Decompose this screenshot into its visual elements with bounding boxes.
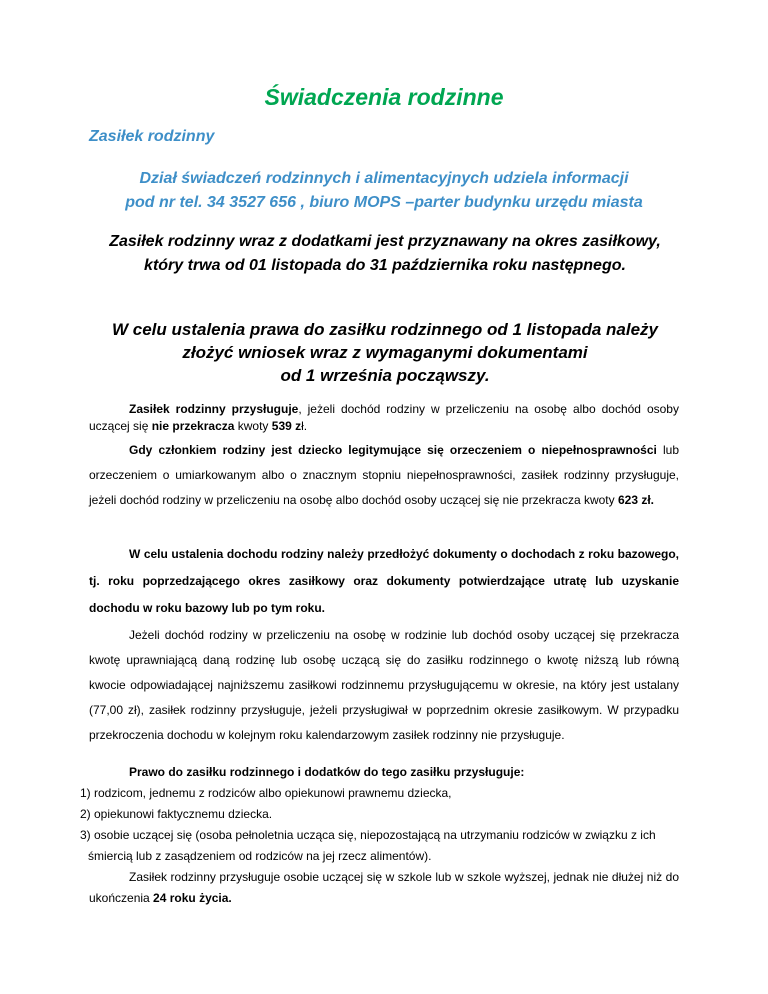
p2-bold-1: Gdy członkiem rodziny jest dziecko legitymujące się orzeczeniem o niepełnosprawności (129, 443, 657, 457)
p2-text-1: lub orzeczeniem o umiarkowanym albo o znacznym stopniu niepełnosprawności, zasiłek rodzinny przysługuje, jeżeli dochód rodziny w przeliczeniu na osobę albo dochód osoby uczącej się nie przekracza kwoty (89, 443, 679, 507)
eligibility-heading-text: Prawo do zasiłku rodzinnego i dodatków do tego zasiłku przysługuje: (129, 765, 525, 779)
income-threshold-paragraph (89, 401, 679, 435)
income-excess-paragraph: Jeżeli dochód rodziny w przeliczeniu na osobę w rodzinie lub dochód osoby uczącej się przekracza kwotę uprawniającą daną rodzinę lub osobę uczącą się do zasiłku rodzinnego o kwotę niższą lub równą kwocie odpowiadającej najniższemu zasiłkowi rodzinnemu przysługującemu w okresie, na który jest ustalany (77,00 zł), zasiłek rodzinny przysługuje, jeżeli przysługiwał w poprzednim okresie zasiłkowym. W przypadku przekroczenia dochodu w kolejnym roku kalendarzowym zasiłek rodzinny nie przysługuje. (89, 628, 679, 742)
eligibility-heading (89, 762, 679, 782)
contact-info-line-1: Dział świadczeń rodzinnych i alimentacyjnych udziela informacji (139, 170, 629, 187)
p2-bold-2: 623 zł. (617, 493, 654, 507)
p1-text-3: ł. (301, 419, 308, 433)
contact-info (80, 167, 688, 215)
application-line-2: złożyć wniosek wraz z wymaganymi dokumentami (182, 343, 588, 362)
list-item: 1) rodzicom, jednemu z rodziców albo opiekunowi prawnemu dziecka, (80, 786, 452, 800)
list-item: 2) opiekunowi faktycznemu dziecka. (80, 807, 273, 821)
list-item: 3) osobie uczącej się (osoba pełnoletnia ucząca się, niepozostającą na utrzymaniu rodziców w związku z ich śmiercią lub z zasądzeniem od rodziców na jej rzecz alimentów). (80, 828, 656, 863)
disability-paragraph (89, 438, 679, 513)
p6-text-1: Zasiłek rodzinny przysługuje osobie uczącej się w szkole lub w szkole wyższej, jednak nie dłużej niż do ukończenia (89, 870, 679, 905)
period-statement: Zasiłek rodzinny wraz z dodatkami jest przyznawany na okres zasiłkowy, który trwa od 01 listopada do 31 października roku następnego. (109, 233, 661, 274)
p1-bold-2: nie przekracza (151, 419, 235, 433)
p1-text-2: kwoty (234, 419, 272, 433)
p1-text-1: , jeżeli dochód rodziny w przeliczeniu na osobę albo dochód osoby uczącej się (89, 402, 679, 433)
application-statement (70, 318, 700, 387)
application-line-1: W celu ustalenia prawa do zasiłku rodzinnego od 1 listopada należy (111, 320, 658, 339)
age-limit-paragraph (89, 867, 679, 909)
eligibility-list (80, 783, 688, 867)
income-documents-paragraph: W celu ustalenia dochodu rodziny należy przedłożyć dokumenty o dochodach z roku bazowego, tj. roku poprzedzającego okres zasiłkowy oraz dokumenty potwierdzające utratę lub uzyskanie dochodu w roku bazowy lub po tym roku. (89, 547, 679, 615)
section-subtitle: Zasiłek rodzinny (89, 128, 215, 145)
p6-bold-1: 24 roku życia. (153, 891, 232, 905)
p1-bold-3: 539 z (271, 419, 302, 433)
contact-info-line-2: pod nr tel. 34 3527 656 , biuro MOPS –parter budynku urzędu miasta (125, 194, 643, 211)
page-title: Świadczenia rodzinne (264, 84, 504, 110)
application-line-3: od 1 września począwszy. (280, 366, 490, 385)
p1-bold-1: Zasiłek rodzinny przysługuje (129, 402, 299, 416)
